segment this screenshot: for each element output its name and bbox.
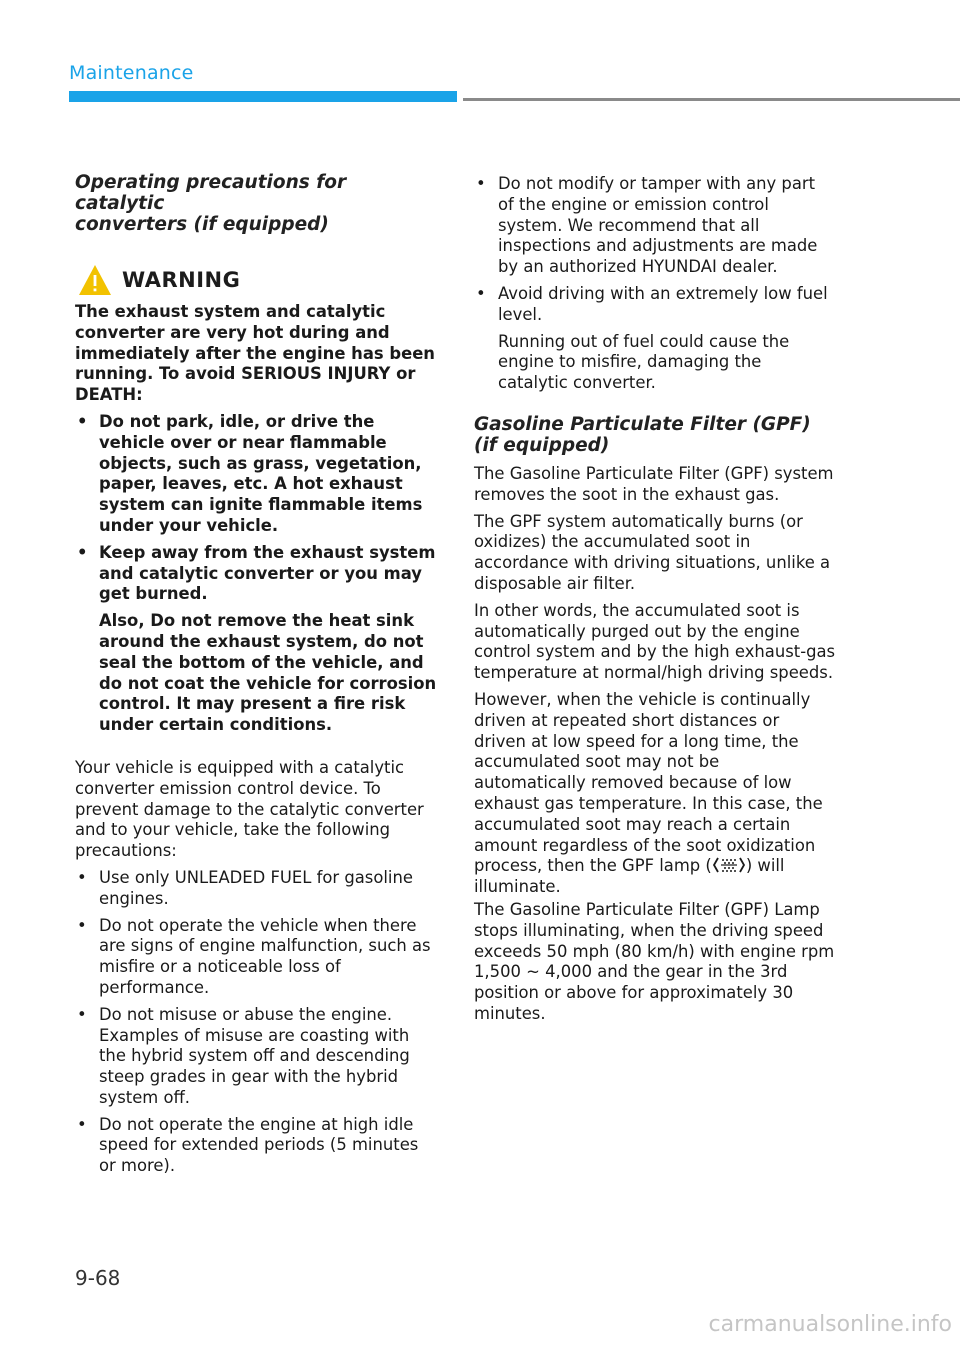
header-accent-rule (69, 91, 457, 102)
warning-triangle-icon (77, 263, 113, 297)
header-divider-rule (463, 98, 960, 101)
gpf-paragraph: However, when the vehicle is continually driven at repeated short distances or driven at low speed for a long time, the accumulated soot may not be automatically removed because of low exhaust gas temperature. In this case, the accumulated soot may reach a certain amount regardless of the soot oxidization process, then the GPF lamp ( ) will illuminate. (474, 689, 823, 897)
precaution-bullet-list (75, 868, 437, 1177)
catalytic-intro: Your vehicle is equipped with a catalytic converter emission control device. To prevent damage to the catalytic converter and to your vehicle, take the following precautions: (75, 757, 424, 861)
gpf-paragraph: The Gasoline Particulate Filter (GPF) Lamp stops illuminating, when the driving speed exceeds 50 mph (80 km/h) with engine rpm 1,500 ~ 4,000 and the gear in the 3rd position or above for approximately 30 minutes. (474, 899, 835, 1023)
catalytic-heading: Operating precautions for catalytic converters (if equipped) (75, 172, 347, 235)
list-item: • Do not misuse or abuse the engine. Examples of misuse are coasting with the hybrid system off and descending steep grades in gear with the hybrid system off. (75, 1005, 437, 1109)
gpf-paragraph: The GPF system automatically burns (or oxidizes) the accumulated soot in accordance with driving situations, unlike a disposable air filter. (474, 511, 831, 593)
left-column (75, 172, 437, 1177)
warning-header (75, 263, 437, 297)
list-item: • Keep away from the exhaust system and catalytic converter or you may get burned. Also, Do not remove the heat sink around the exhaust system, do not seal the bottom of the vehicle, and do not coat the vehicle for corrosion control. It may present a fire risk under certain conditions. (75, 543, 437, 736)
page-number: 9-68 (75, 1266, 121, 1290)
list-item: • Do not modify or tamper with any part of the engine or emission control system. We recommend that all inspections and adjustments are made by an authorized HYUNDAI dealer. (474, 174, 836, 278)
warning-followup: Also, Do not remove the heat sink around the exhaust system, do not seal the bottom of the vehicle, and do not coat the vehicle for corrosion control. It may present a fire risk under certain conditions. (99, 611, 437, 735)
gpf-lamp-icon (712, 856, 746, 874)
warning-bullet-list (75, 412, 437, 736)
list-item: • Do not operate the engine at high idle speed for extended periods (5 minutes or more). (75, 1115, 437, 1177)
list-item: • Do not operate the vehicle when there are signs of engine malfunction, such as misfire or a noticeable loss of performance. (75, 916, 437, 999)
section-title: Maintenance (69, 62, 194, 84)
gpf-paragraph: In other words, the accumulated soot is automatically purged out by the engine control system and by the high exhaust-gas temperature at normal/high driving speeds. (474, 600, 836, 683)
gpf-heading: Gasoline Particulate Filter (GPF) (if equipped) (474, 413, 811, 456)
list-item: • Avoid driving with an extremely low fuel level. Running out of fuel could cause the engine to misfire, damaging the catalytic converter. (474, 284, 836, 394)
precaution-bullet-list-continued (474, 174, 836, 394)
watermark: carmanualsonline.info (708, 1312, 952, 1337)
gpf-paragraph: The Gasoline Particulate Filter (GPF) system removes the soot in the exhaust gas. (474, 463, 834, 504)
warning-label: WARNING (122, 267, 241, 292)
list-item: • Use only UNLEADED FUEL for gasoline engines. (75, 868, 437, 910)
warning-intro: The exhaust system and catalytic converter are very hot during and immediately after the engine has been running. To avoid SERIOUS INJURY or DEATH: (75, 302, 435, 405)
right-column (474, 174, 836, 1025)
fuel-followup: Running out of fuel could cause the engine to misfire, damaging the catalytic converter. (498, 331, 790, 393)
list-item: • Do not park, idle, or drive the vehicle over or near flammable objects, such as grass, vegetation, paper, leaves, etc. A hot exhaust system can ignite flammable items under your vehicle. (75, 412, 437, 537)
